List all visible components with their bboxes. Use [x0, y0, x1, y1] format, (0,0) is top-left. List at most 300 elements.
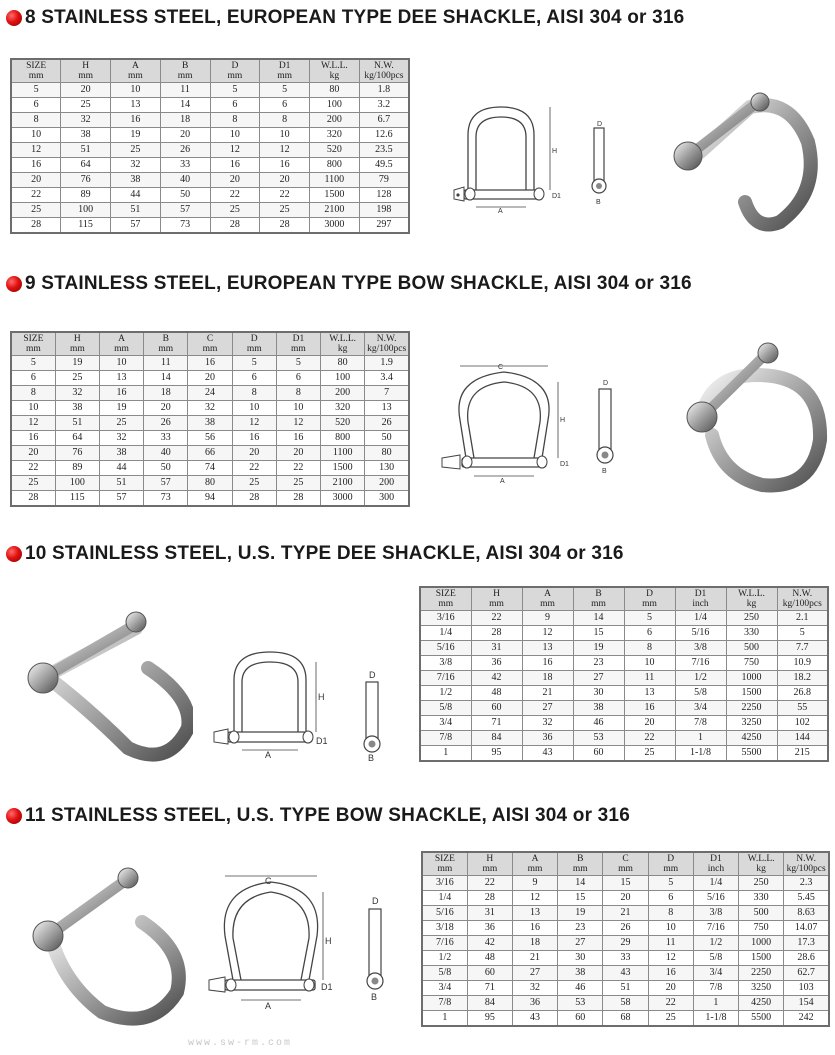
table-cell: 5: [276, 356, 320, 371]
table-row: [11, 461, 409, 476]
table-cell: 20: [144, 401, 188, 416]
table-cell: 2250: [739, 966, 784, 981]
table-row: [420, 656, 828, 671]
table-cell: 10.9: [777, 656, 828, 671]
table-cell: 17.3: [784, 936, 829, 951]
table-cell: 6: [276, 371, 320, 386]
dim-d-label: D: [597, 121, 603, 128]
dim-a-label: A: [498, 208, 503, 215]
table-cell: 5/16: [675, 626, 726, 641]
table-cell: 5: [260, 83, 310, 98]
column-header-unit: kg/100pcs: [367, 344, 407, 354]
table-cell: 5: [648, 876, 693, 891]
dim-d-label: D: [603, 380, 609, 387]
table-cell: 26.8: [777, 686, 828, 701]
column-header-unit: kg/100pcs: [364, 71, 404, 81]
table-cell: 23: [573, 656, 624, 671]
column-header-label: B: [577, 854, 584, 864]
table-cell: 20: [61, 83, 111, 98]
table-cell: 4250: [739, 996, 784, 1011]
table-row: [11, 431, 409, 446]
table-cell: 3.4: [365, 371, 409, 386]
table-row: [11, 386, 409, 401]
table-cell: 11: [624, 671, 675, 686]
table-cell: 320: [310, 128, 360, 143]
table-row: [11, 113, 409, 128]
column-header-unit: mm: [438, 599, 454, 609]
section-9-title: [6, 272, 692, 296]
section-10-table: [419, 586, 829, 762]
table-cell: 53: [558, 996, 603, 1011]
table-cell: 20: [232, 446, 276, 461]
column-header: [603, 852, 648, 876]
table-cell: 55: [777, 701, 828, 716]
column-header-unit: mm: [642, 599, 657, 609]
column-header: [99, 332, 143, 356]
column-header-label: D: [667, 854, 675, 864]
dim-b-label: B: [368, 753, 375, 763]
table-cell: 36: [522, 731, 573, 746]
column-header-label: H: [493, 589, 500, 599]
column-header-label: N.W.: [374, 61, 394, 71]
table-cell: 32: [99, 431, 143, 446]
table-cell: 5: [210, 83, 260, 98]
table-cell: 3/4: [420, 716, 471, 731]
table-cell: 60: [558, 1011, 603, 1027]
table-cell: 62.7: [784, 966, 829, 981]
table-cell: 18: [522, 671, 573, 686]
table-cell: 14: [558, 876, 603, 891]
column-header: [624, 587, 675, 611]
table-cell: 19: [558, 906, 603, 921]
red-bullet-icon: [6, 808, 22, 824]
column-header-label: D1: [292, 334, 305, 344]
table-cell: 12: [260, 143, 310, 158]
table-cell: 60: [471, 701, 522, 716]
table-row: [422, 981, 829, 996]
table-cell: 11: [648, 936, 693, 951]
table-cell: 7/16: [675, 656, 726, 671]
column-header-label: H: [73, 334, 81, 344]
table-cell: 43: [522, 746, 573, 762]
table-cell: 22: [467, 876, 512, 891]
table-cell: 80: [188, 476, 232, 491]
shackle-photo: [660, 82, 820, 232]
table-cell: 3/16: [422, 876, 467, 891]
column-header-unit: mm: [540, 599, 555, 609]
section-10-title-text: 10 STAINLESS STEEL, U.S. TYPE DEE SHACKLE, AISI 304 or 316: [25, 543, 624, 564]
table-cell: 1500: [739, 951, 784, 966]
column-header-label: A: [544, 589, 551, 599]
table-cell: 33: [160, 158, 210, 173]
table-cell: 6.7: [359, 113, 409, 128]
table-cell: 115: [61, 218, 111, 234]
table-cell: 14: [144, 371, 188, 386]
table-cell: 28: [276, 491, 320, 507]
red-bullet-icon: [6, 276, 22, 292]
column-header-unit: mm: [202, 344, 218, 354]
table-cell: 22: [11, 461, 55, 476]
column-header: [420, 587, 471, 611]
table-cell: 40: [144, 446, 188, 461]
table-cell: 6: [260, 98, 310, 113]
table-cell: 5/8: [420, 701, 471, 716]
column-header-unit: mm: [572, 864, 588, 874]
table-row: [11, 491, 409, 507]
table-cell: 750: [739, 921, 784, 936]
table-cell: 57: [111, 218, 161, 234]
table-cell: 20: [11, 173, 61, 188]
column-header: [648, 852, 693, 876]
table-cell: 25: [260, 203, 310, 218]
table-cell: 1/2: [693, 936, 738, 951]
column-header: [11, 59, 61, 83]
table-cell: 23: [558, 921, 603, 936]
table-cell: 27: [522, 701, 573, 716]
table-cell: 7/16: [420, 671, 471, 686]
column-header: [144, 332, 188, 356]
table-cell: 32: [522, 716, 573, 731]
table-cell: 16: [210, 158, 260, 173]
table-cell: 10: [624, 656, 675, 671]
table-cell: 68: [603, 1011, 648, 1027]
column-header: [188, 332, 232, 356]
red-bullet-icon: [6, 546, 22, 562]
table-cell: 2.3: [784, 876, 829, 891]
column-header-label: D: [231, 61, 239, 71]
table-cell: 200: [321, 386, 365, 401]
table-row: [420, 731, 828, 746]
table-cell: 3/8: [420, 656, 471, 671]
section-8-table: [10, 58, 410, 234]
column-header-label: W.L.L.: [329, 334, 357, 344]
bow-shackle-side-drawing: [356, 893, 396, 1003]
table-cell: 8: [648, 906, 693, 921]
table-cell: 38: [111, 173, 161, 188]
table-cell: 43: [512, 1011, 557, 1027]
column-header-label: H: [486, 854, 494, 864]
table-cell: 3250: [739, 981, 784, 996]
column-header: [365, 332, 409, 356]
table-header-row: [422, 852, 829, 876]
table-cell: 25: [61, 98, 111, 113]
column-header-unit: mm: [482, 864, 498, 874]
dim-h-label: H: [318, 692, 325, 702]
table-cell: 28: [11, 218, 61, 234]
table-header-row: [11, 59, 409, 83]
column-header-unit: kg: [329, 71, 340, 81]
table-cell: 500: [739, 906, 784, 921]
column-header-unit: mm: [591, 599, 606, 609]
table-cell: 38: [55, 401, 99, 416]
table-cell: 14: [573, 611, 624, 626]
table-cell: 50: [144, 461, 188, 476]
table-cell: 18: [512, 936, 557, 951]
table-cell: 22: [648, 996, 693, 1011]
table-cell: 22: [624, 731, 675, 746]
column-header-label: D1: [710, 854, 722, 864]
table-row: [11, 98, 409, 113]
table-cell: 1-1/8: [693, 1011, 738, 1027]
table-cell: 20: [11, 446, 55, 461]
column-header-unit: mm: [69, 344, 85, 354]
table-cell: 19: [573, 641, 624, 656]
column-header: [558, 852, 603, 876]
table-cell: 23.5: [359, 143, 409, 158]
table-cell: 5: [624, 611, 675, 626]
table-cell: 1/2: [420, 686, 471, 701]
table-cell: 1500: [310, 188, 360, 203]
table-cell: 18: [144, 386, 188, 401]
table-cell: 13: [522, 641, 573, 656]
table-cell: 30: [558, 951, 603, 966]
table-cell: 20: [210, 173, 260, 188]
table-cell: 3/18: [422, 921, 467, 936]
table-cell: 242: [784, 1011, 829, 1027]
table-cell: 8: [11, 113, 61, 128]
column-header-label: N.W.: [792, 589, 813, 599]
column-header-label: A: [131, 61, 139, 71]
table-cell: 2.1: [777, 611, 828, 626]
table-cell: 1.8: [359, 83, 409, 98]
dim-h-label: H: [560, 417, 566, 424]
table-cell: 14: [160, 98, 210, 113]
table-cell: 10: [276, 401, 320, 416]
table-cell: 7/8: [422, 996, 467, 1011]
table-cell: 297: [359, 218, 409, 234]
shackle-photo: [18, 598, 193, 773]
table-cell: 8: [276, 386, 320, 401]
column-header: [726, 587, 777, 611]
table-cell: 22: [11, 188, 61, 203]
column-header-label: W.L.L.: [747, 854, 775, 864]
table-row: [11, 476, 409, 491]
column-header: [310, 59, 360, 83]
table-cell: 95: [471, 746, 522, 762]
column-header: [260, 59, 310, 83]
table-cell: 21: [603, 906, 648, 921]
table-cell: 200: [365, 476, 409, 491]
table-cell: 16: [11, 431, 55, 446]
table-cell: 51: [55, 416, 99, 431]
column-header: [359, 59, 409, 83]
dee-shackle-drawing: [210, 640, 340, 765]
table-cell: 100: [321, 371, 365, 386]
table-cell: 60: [573, 746, 624, 762]
column-header: [276, 332, 320, 356]
table-cell: 200: [310, 113, 360, 128]
table-cell: 25: [111, 143, 161, 158]
table-cell: 50: [160, 188, 210, 203]
table-row: [422, 921, 829, 936]
table-cell: 7: [365, 386, 409, 401]
table-cell: 6: [11, 371, 55, 386]
table-cell: 5/16: [422, 906, 467, 921]
table-cell: 16: [522, 656, 573, 671]
column-header-unit: mm: [489, 599, 504, 609]
table-header-row: [420, 587, 828, 611]
shackle-photo: [22, 862, 192, 1032]
table-cell: 5/16: [420, 641, 471, 656]
table-cell: 5500: [726, 746, 777, 762]
table-cell: 25: [276, 476, 320, 491]
table-cell: 10: [111, 83, 161, 98]
table-cell: 10: [11, 401, 55, 416]
table-cell: 71: [467, 981, 512, 996]
table-cell: 50: [365, 431, 409, 446]
table-cell: 16: [512, 921, 557, 936]
column-header: [522, 587, 573, 611]
column-header-unit: kg: [746, 599, 757, 609]
table-cell: 16: [188, 356, 232, 371]
table-cell: 26: [365, 416, 409, 431]
table-row: [422, 966, 829, 981]
column-header-unit: mm: [127, 71, 143, 81]
dee-shackle-drawing: [440, 95, 570, 220]
table-cell: 15: [558, 891, 603, 906]
table-row: [11, 83, 409, 98]
table-cell: 20: [260, 173, 310, 188]
column-header-unit: kg/100pcs: [786, 864, 826, 874]
table-row: [11, 173, 409, 188]
table-cell: 7/16: [422, 936, 467, 951]
column-header-unit: mm: [437, 864, 453, 874]
table-cell: 3/4: [693, 966, 738, 981]
table-cell: 60: [467, 966, 512, 981]
table-cell: 750: [726, 656, 777, 671]
table-cell: 51: [111, 203, 161, 218]
table-row: [420, 611, 828, 626]
column-header-unit: mm: [78, 71, 94, 81]
table-cell: 7/8: [693, 981, 738, 996]
table-cell: 25: [99, 416, 143, 431]
table-cell: 15: [603, 876, 648, 891]
table-cell: 4250: [726, 731, 777, 746]
table-cell: 3/16: [420, 611, 471, 626]
dim-a-label: A: [265, 1001, 272, 1011]
dim-h-label: H: [552, 148, 558, 155]
table-cell: 51: [603, 981, 648, 996]
table-cell: 15: [573, 626, 624, 641]
table-cell: 5/8: [422, 966, 467, 981]
dim-b-label: B: [596, 199, 601, 206]
table-cell: 500: [726, 641, 777, 656]
table-cell: 28: [210, 218, 260, 234]
table-row: [11, 128, 409, 143]
column-header-unit: kg/100pcs: [782, 599, 822, 609]
table-cell: 7/16: [693, 921, 738, 936]
section-9-table: [10, 331, 410, 507]
table-cell: 1: [422, 1011, 467, 1027]
table-cell: 38: [558, 966, 603, 981]
table-cell: 74: [188, 461, 232, 476]
table-row: [422, 876, 829, 891]
table-cell: 76: [61, 173, 111, 188]
table-cell: 31: [467, 906, 512, 921]
table-cell: 330: [739, 891, 784, 906]
table-cell: 8: [210, 113, 260, 128]
table-cell: 48: [467, 951, 512, 966]
table-cell: 1100: [310, 173, 360, 188]
table-cell: 18.2: [777, 671, 828, 686]
table-cell: 51: [61, 143, 111, 158]
table-cell: 144: [777, 731, 828, 746]
table-cell: 18: [160, 113, 210, 128]
column-header: [232, 332, 276, 356]
table-cell: 154: [784, 996, 829, 1011]
table-cell: 250: [739, 876, 784, 891]
dim-d1-label: D1: [316, 736, 328, 746]
table-cell: 5: [11, 356, 55, 371]
dim-d-label: D: [369, 670, 376, 680]
table-cell: 20: [160, 128, 210, 143]
table-cell: 10: [99, 356, 143, 371]
table-cell: 8: [232, 386, 276, 401]
column-header-unit: mm: [527, 864, 543, 874]
table-cell: 64: [61, 158, 111, 173]
table-cell: 6: [624, 626, 675, 641]
table-cell: 520: [321, 416, 365, 431]
table-cell: 38: [99, 446, 143, 461]
table-cell: 800: [321, 431, 365, 446]
table-cell: 28: [232, 491, 276, 507]
column-header-label: SIZE: [26, 61, 47, 71]
column-header-unit: inch: [707, 864, 725, 874]
table-cell: 84: [467, 996, 512, 1011]
column-header-unit: mm: [114, 344, 129, 354]
column-header-unit: mm: [227, 71, 243, 81]
shackle-photo: [672, 335, 832, 500]
table-cell: 5: [11, 83, 61, 98]
table-cell: 5: [232, 356, 276, 371]
table-row: [420, 671, 828, 686]
table-row: [11, 188, 409, 203]
table-cell: 43: [603, 966, 648, 981]
table-cell: 16: [648, 966, 693, 981]
table-cell: 1: [675, 731, 726, 746]
table-cell: 11: [160, 83, 210, 98]
table-cell: 22: [260, 188, 310, 203]
table-cell: 51: [99, 476, 143, 491]
table-cell: 79: [359, 173, 409, 188]
table-cell: 13: [624, 686, 675, 701]
table-cell: 16: [624, 701, 675, 716]
table-cell: 100: [310, 98, 360, 113]
table-cell: 16: [111, 113, 161, 128]
table-cell: 57: [144, 476, 188, 491]
table-cell: 56: [188, 431, 232, 446]
table-row: [11, 218, 409, 234]
section-8-title-text: 8 STAINLESS STEEL, EUROPEAN TYPE DEE SHACKLE, AISI 304 or 316: [25, 7, 685, 28]
table-cell: 1/4: [422, 891, 467, 906]
column-header-label: N.W.: [796, 854, 816, 864]
table-cell: 102: [777, 716, 828, 731]
table-cell: 9: [512, 876, 557, 891]
column-header-label: D1: [694, 589, 707, 599]
table-cell: 198: [359, 203, 409, 218]
table-cell: 13: [99, 371, 143, 386]
table-cell: 14.07: [784, 921, 829, 936]
column-header-unit: mm: [291, 344, 306, 354]
dim-d1-label: D1: [560, 461, 569, 468]
table-cell: 42: [471, 671, 522, 686]
dim-a-label: A: [265, 750, 272, 760]
column-header-unit: mm: [277, 71, 293, 81]
table-row: [422, 951, 829, 966]
table-cell: 5/8: [693, 951, 738, 966]
section-11-title: [6, 804, 630, 828]
column-header: [61, 59, 111, 83]
